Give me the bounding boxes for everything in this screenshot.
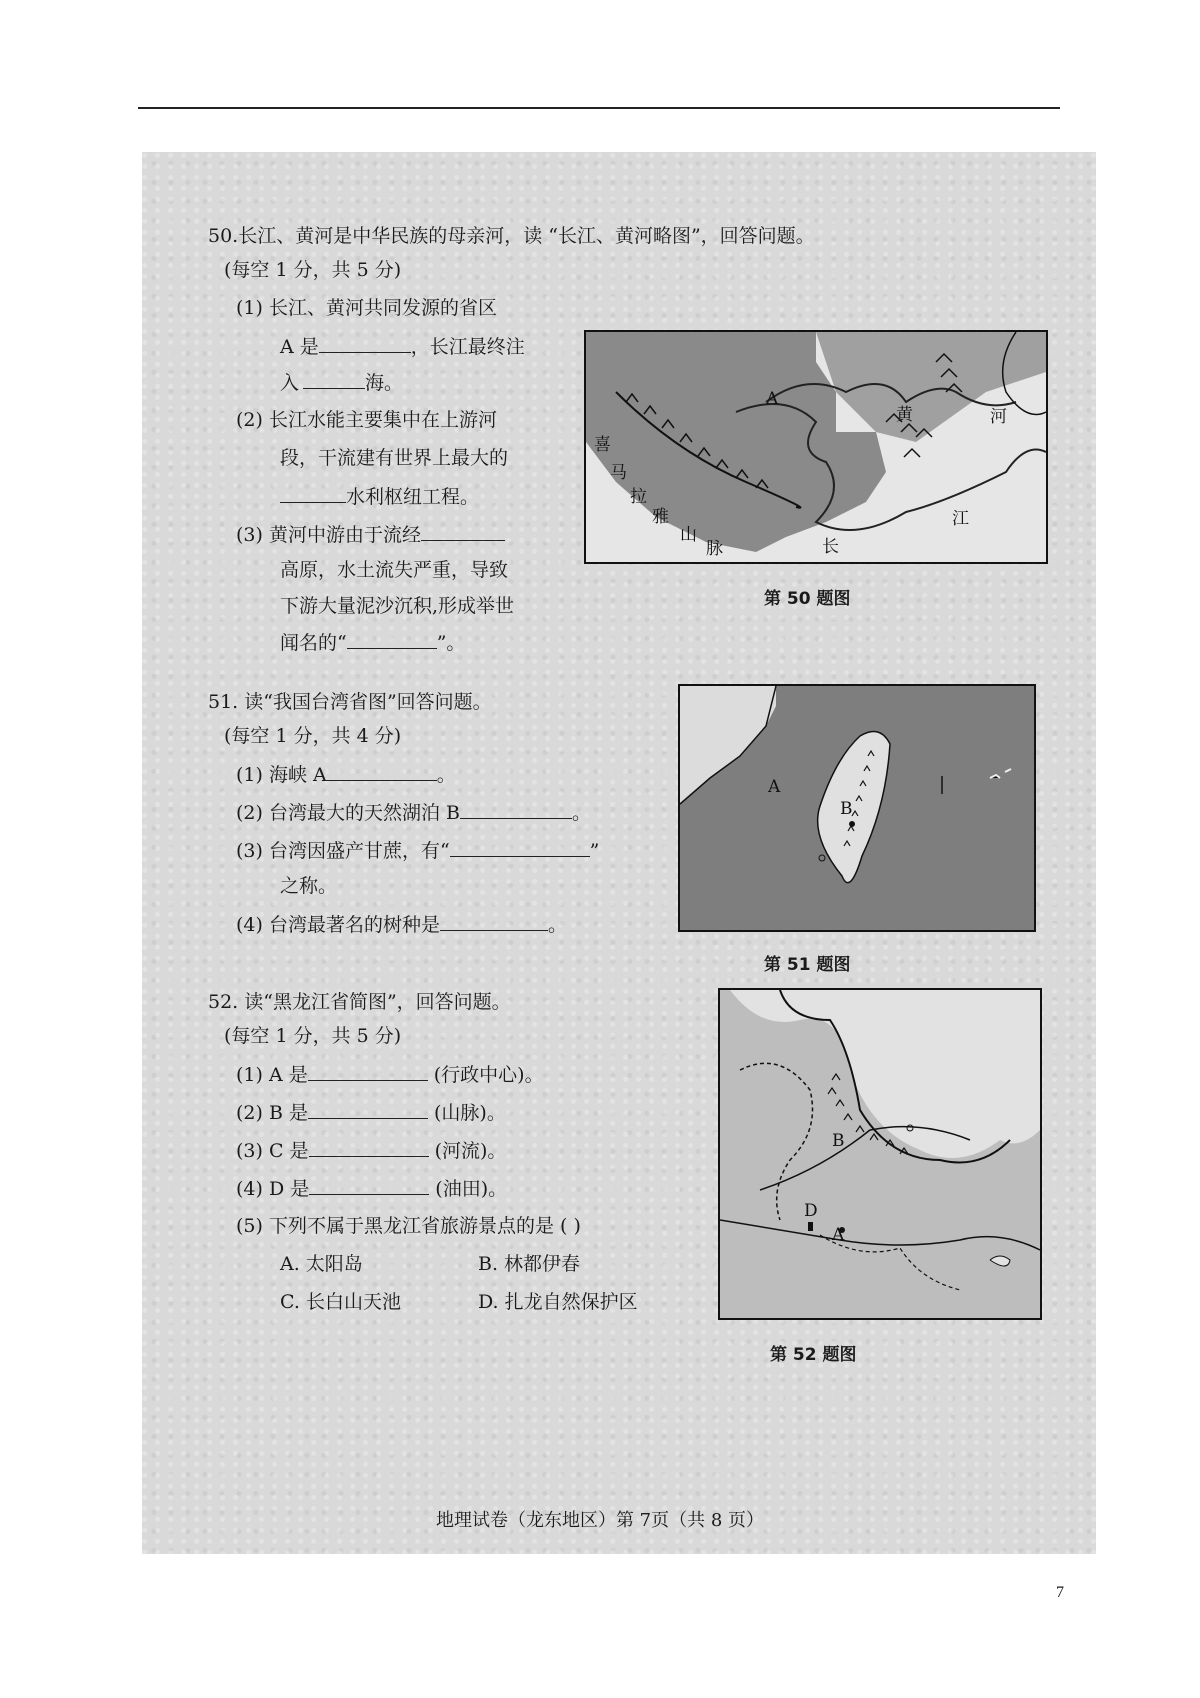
q52-part1 (236, 1062, 544, 1087)
q51-title: 51. 读“我国台湾省图”回答问题。 (208, 691, 492, 713)
q52-answer-blank-2[interactable] (308, 1100, 428, 1119)
q52-part2 (236, 1100, 506, 1125)
q50-answer-blank-2[interactable] (303, 370, 365, 389)
q52-option-d: D. 扎龙自然保护区 (478, 1291, 638, 1313)
map50-label-a: A (766, 389, 779, 409)
q52-part4 (236, 1176, 507, 1201)
map52-drawing (720, 990, 1040, 1318)
map50-label-mai: 脉 (706, 539, 723, 559)
q51-answer-blank-4[interactable] (440, 912, 548, 931)
q50-part1-line1: (1) 长江、黄河共同发源的省区 (236, 297, 497, 319)
map52-label-a: A (832, 1225, 845, 1245)
map50-label-he: 河 (990, 407, 1007, 427)
q50-part1-line3 (280, 370, 403, 395)
q50-answer-blank-1[interactable] (319, 334, 411, 353)
q50-p1-suffix: ，长江最终注 (410, 336, 525, 358)
q52-part3 (236, 1138, 506, 1163)
map50-label-la: 拉 (630, 487, 647, 507)
map51-label-b: B (840, 799, 853, 819)
q52-option-b: B. 林都伊春 (478, 1253, 581, 1275)
q51-answer-blank-2[interactable] (460, 800, 572, 819)
q52-score: (每空 1 分，共 5 分) (224, 1025, 402, 1047)
q52-p1-suffix: (行政中心)。 (433, 1064, 544, 1086)
map51-caption: 第 51 题图 (764, 955, 851, 975)
q50-answer-blank-4[interactable] (421, 522, 505, 541)
map50-label-huang: 黄 (896, 405, 913, 425)
q50-part3-line4 (280, 630, 465, 655)
header-rule (138, 107, 1060, 109)
q51-p1-prefix: (1) 海峡 A (236, 764, 327, 786)
q51-p2-prefix: (2) 台湾最大的天然湖泊 B (236, 802, 460, 824)
q50-p2-l3-suffix: 水利枢纽工程。 (346, 486, 480, 508)
q50-p1-l3-prefix: 入 (280, 372, 300, 394)
q50-answer-blank-3[interactable] (280, 484, 346, 503)
yangtze-yellow-river-map (584, 330, 1048, 564)
q51-part2 (236, 800, 591, 825)
q50-part1-line2 (280, 334, 525, 359)
heilongjiang-province-map (718, 988, 1042, 1320)
q50-p1-l3-suffix: 海。 (365, 372, 404, 394)
q51-part3-cont: 之称。 (280, 875, 338, 897)
q50-score: (每空 1 分，共 5 分) (224, 259, 402, 281)
q52-p3-suffix: (河流)。 (434, 1140, 507, 1162)
map50-drawing (586, 332, 1046, 562)
q51-p3-suffix: ” (589, 840, 600, 862)
q50-part3-line3: 下游大量泥沙沉积,形成举世 (280, 595, 515, 617)
map52-label-b: B (832, 1131, 845, 1151)
q50-part2-line1: (2) 长江水能主要集中在上游河 (236, 409, 497, 431)
map50-label-shan: 山 (680, 525, 697, 545)
q51-part1 (236, 762, 456, 787)
q50-title: 50.长江、黄河是中华民族的母亲河，读 “长江、黄河略图”，回答问题。 (208, 225, 815, 247)
map52-caption: 第 52 题图 (770, 1345, 857, 1365)
q50-part2-line2: 段，干流建有世界上最大的 (280, 447, 509, 469)
q52-p2-prefix: (2) B 是 (236, 1102, 308, 1124)
q50-part2-line3 (280, 484, 479, 509)
exam-footer: 地理试卷（龙东地区）第 7页（共 8 页） (435, 1510, 765, 1531)
map50-label-xi: 喜 (594, 435, 611, 455)
q52-answer-blank-1[interactable] (308, 1062, 428, 1081)
q52-answer-blank-4[interactable] (309, 1176, 429, 1195)
map50-label-chang: 长 (822, 537, 839, 557)
q50-p3-l4-prefix: 闻名的“ (280, 632, 347, 654)
q50-p1-prefix: A 是 (280, 336, 319, 358)
q51-p4-prefix: (4) 台湾最著名的树种是 (236, 914, 440, 936)
q52-p1-prefix: (1) A 是 (236, 1064, 308, 1086)
map50-caption: 第 50 题图 (764, 589, 851, 609)
q51-part3 (236, 838, 599, 863)
q50-p3-l4-suffix: ”。 (436, 632, 466, 654)
q50-part3-line2: 高原，水土流失严重，导致 (280, 559, 509, 581)
map51-label-a: A (768, 777, 781, 797)
map50-label-ma: 马 (610, 463, 627, 483)
q51-p3-prefix: (3) 台湾因盛产甘蔗，有“ (236, 840, 450, 862)
q50-p3-prefix: (3) 黄河中游由于流经 (236, 524, 421, 546)
q52-p2-suffix: (山脉)。 (434, 1102, 506, 1124)
q51-p4-suffix: 。 (547, 914, 567, 936)
q52-p4-suffix: (油田)。 (435, 1178, 508, 1200)
map51-drawing (680, 686, 1034, 930)
map52-label-d: D (804, 1201, 818, 1221)
q52-p4-prefix: (4) D 是 (236, 1178, 310, 1200)
taiwan-province-map (678, 684, 1036, 932)
q51-answer-blank-3[interactable] (450, 838, 590, 857)
q51-score: (每空 1 分，共 4 分) (224, 725, 402, 747)
q52-title: 52. 读“黑龙江省简图”，回答问题。 (208, 991, 511, 1013)
q52-p3-prefix: (3) C 是 (236, 1140, 309, 1162)
q52-option-c: C. 长白山天池 (280, 1291, 401, 1313)
q52-part5: (5) 下列不属于黑龙江省旅游景点的是 ( ) (236, 1215, 581, 1237)
q51-p1-suffix: 。 (436, 764, 456, 786)
q52-option-a: A. 太阳岛 (280, 1253, 363, 1275)
q51-part4 (236, 912, 567, 937)
map50-label-ya: 雅 (652, 507, 669, 527)
page-number: 7 (1056, 1584, 1064, 1601)
q52-answer-blank-3[interactable] (309, 1138, 429, 1157)
q51-answer-blank-1[interactable] (327, 762, 437, 781)
map50-label-jiang: 江 (952, 509, 969, 529)
q50-part3-line1 (236, 522, 505, 547)
q51-p2-suffix: 。 (571, 802, 591, 824)
q50-answer-blank-5[interactable] (347, 630, 437, 649)
